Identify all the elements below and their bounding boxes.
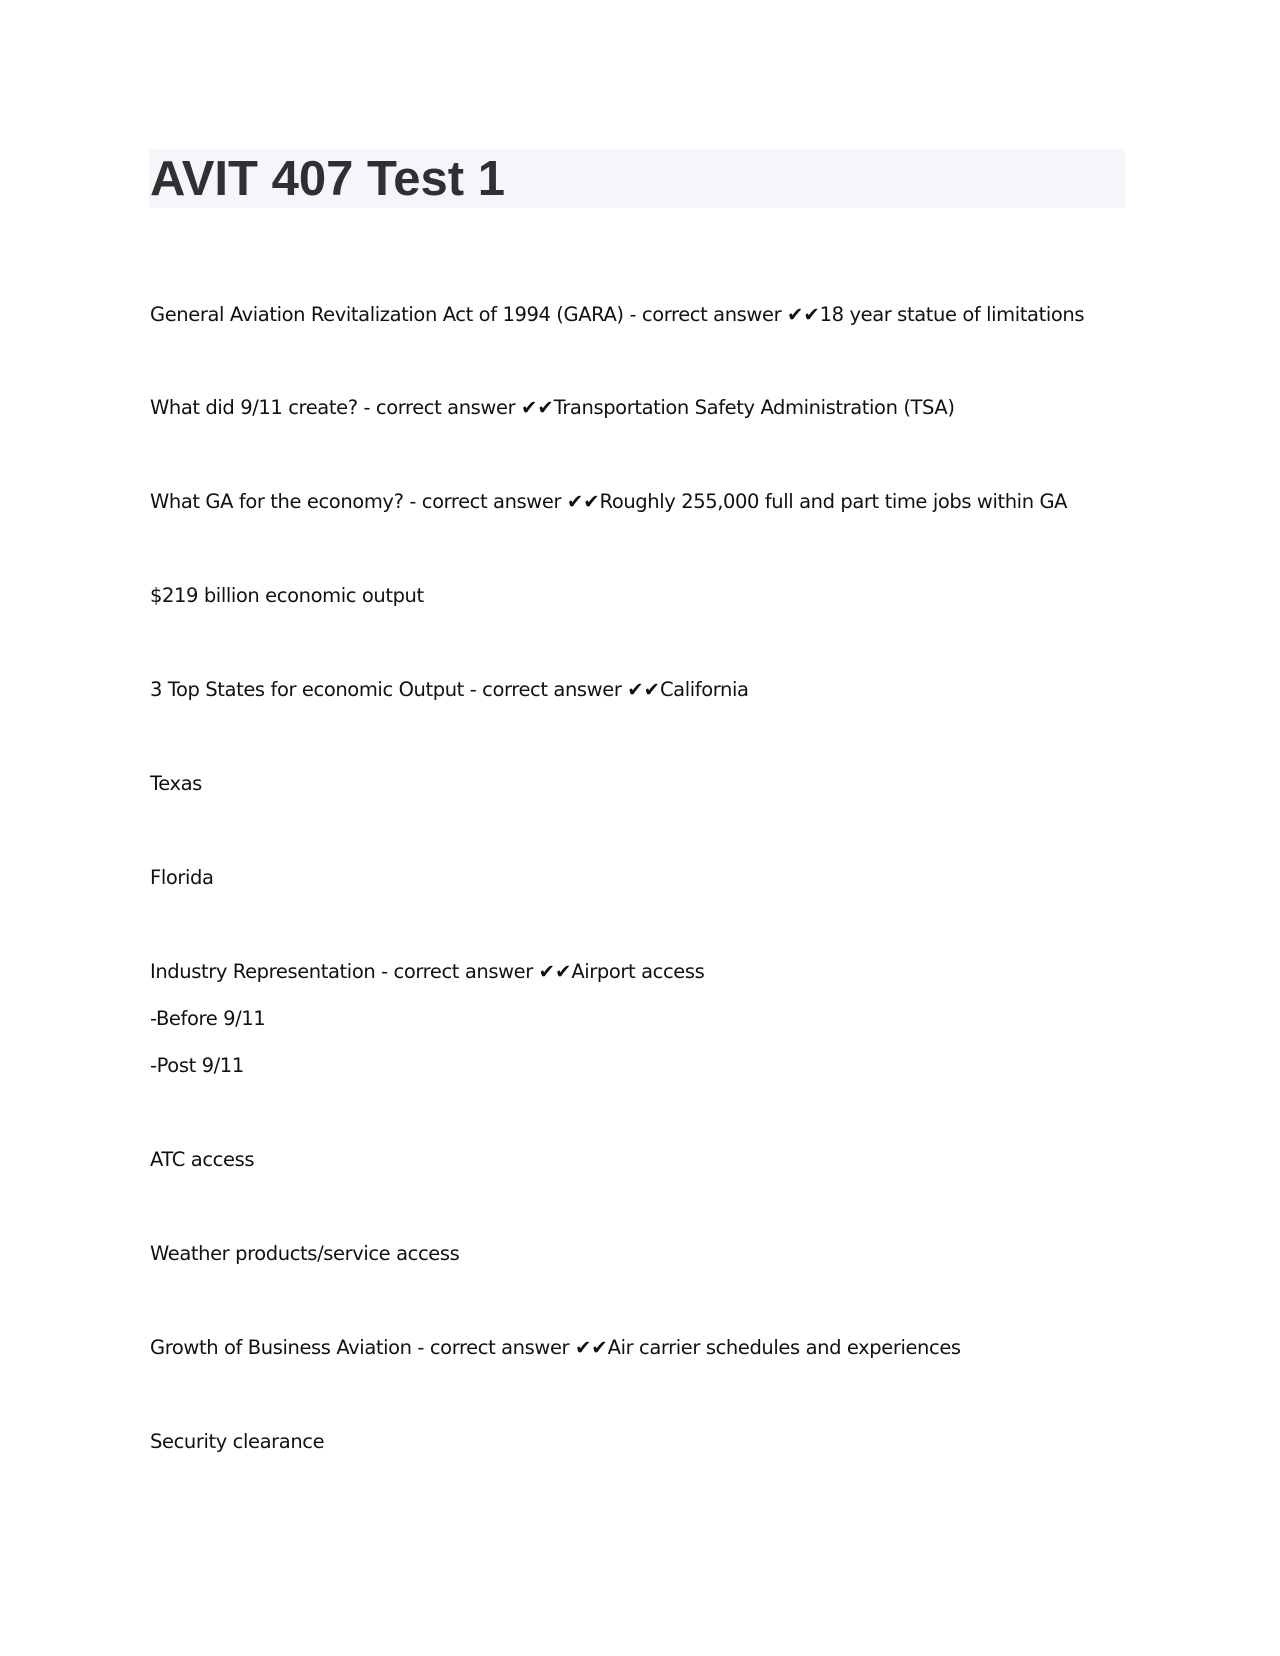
text-line-texas: Texas xyxy=(150,772,202,795)
answer-text: Air carrier schedules and experiences xyxy=(607,1336,961,1359)
question-text: Industry Representation - correct answer xyxy=(150,960,539,983)
double-check-icon: ✔✔ xyxy=(566,490,600,513)
qa-line-911 xyxy=(150,395,955,421)
text-line-economic-output: $219 billion economic output xyxy=(150,584,424,607)
text-line-florida: Florida xyxy=(150,866,214,889)
answer-text: 18 year statue of limitations xyxy=(819,303,1085,326)
text-line-weather-access: Weather products/service access xyxy=(150,1242,460,1265)
answer-text: Roughly 255,000 full and part time jobs within GA xyxy=(599,490,1068,513)
qa-line-industry-representation xyxy=(150,959,704,985)
double-check-icon: ✔✔ xyxy=(574,1336,608,1359)
question-text: What GA for the economy? - correct answer xyxy=(150,490,567,513)
answer-text: Transportation Safety Administration (TSA) xyxy=(553,396,955,419)
answer-text: Airport access xyxy=(571,960,705,983)
qa-line-business-aviation xyxy=(150,1335,961,1361)
qa-line-economy xyxy=(150,489,1067,515)
document-title: AVIT 407 Test 1 xyxy=(150,152,505,206)
text-line-atc-access: ATC access xyxy=(150,1148,255,1171)
text-line-before-911: -Before 9/11 xyxy=(150,1007,266,1030)
question-text: 3 Top States for economic Output - correct answer xyxy=(150,678,628,701)
question-text: General Aviation Revitalization Act of 1994 (GARA) - correct answer xyxy=(150,303,787,326)
qa-line-gara xyxy=(150,302,1084,328)
qa-line-top-states xyxy=(150,677,749,703)
answer-text: California xyxy=(659,678,749,701)
text-line-post-911: -Post 9/11 xyxy=(150,1054,244,1077)
double-check-icon: ✔✔ xyxy=(538,960,572,983)
double-check-icon: ✔✔ xyxy=(627,678,660,701)
double-check-icon: ✔✔ xyxy=(520,396,554,419)
text-line-security-clearance: Security clearance xyxy=(150,1430,325,1453)
double-check-icon: ✔✔ xyxy=(786,303,820,326)
question-text: What did 9/11 create? - correct answer xyxy=(150,396,521,419)
question-text: Growth of Business Aviation - correct answer xyxy=(150,1336,575,1359)
